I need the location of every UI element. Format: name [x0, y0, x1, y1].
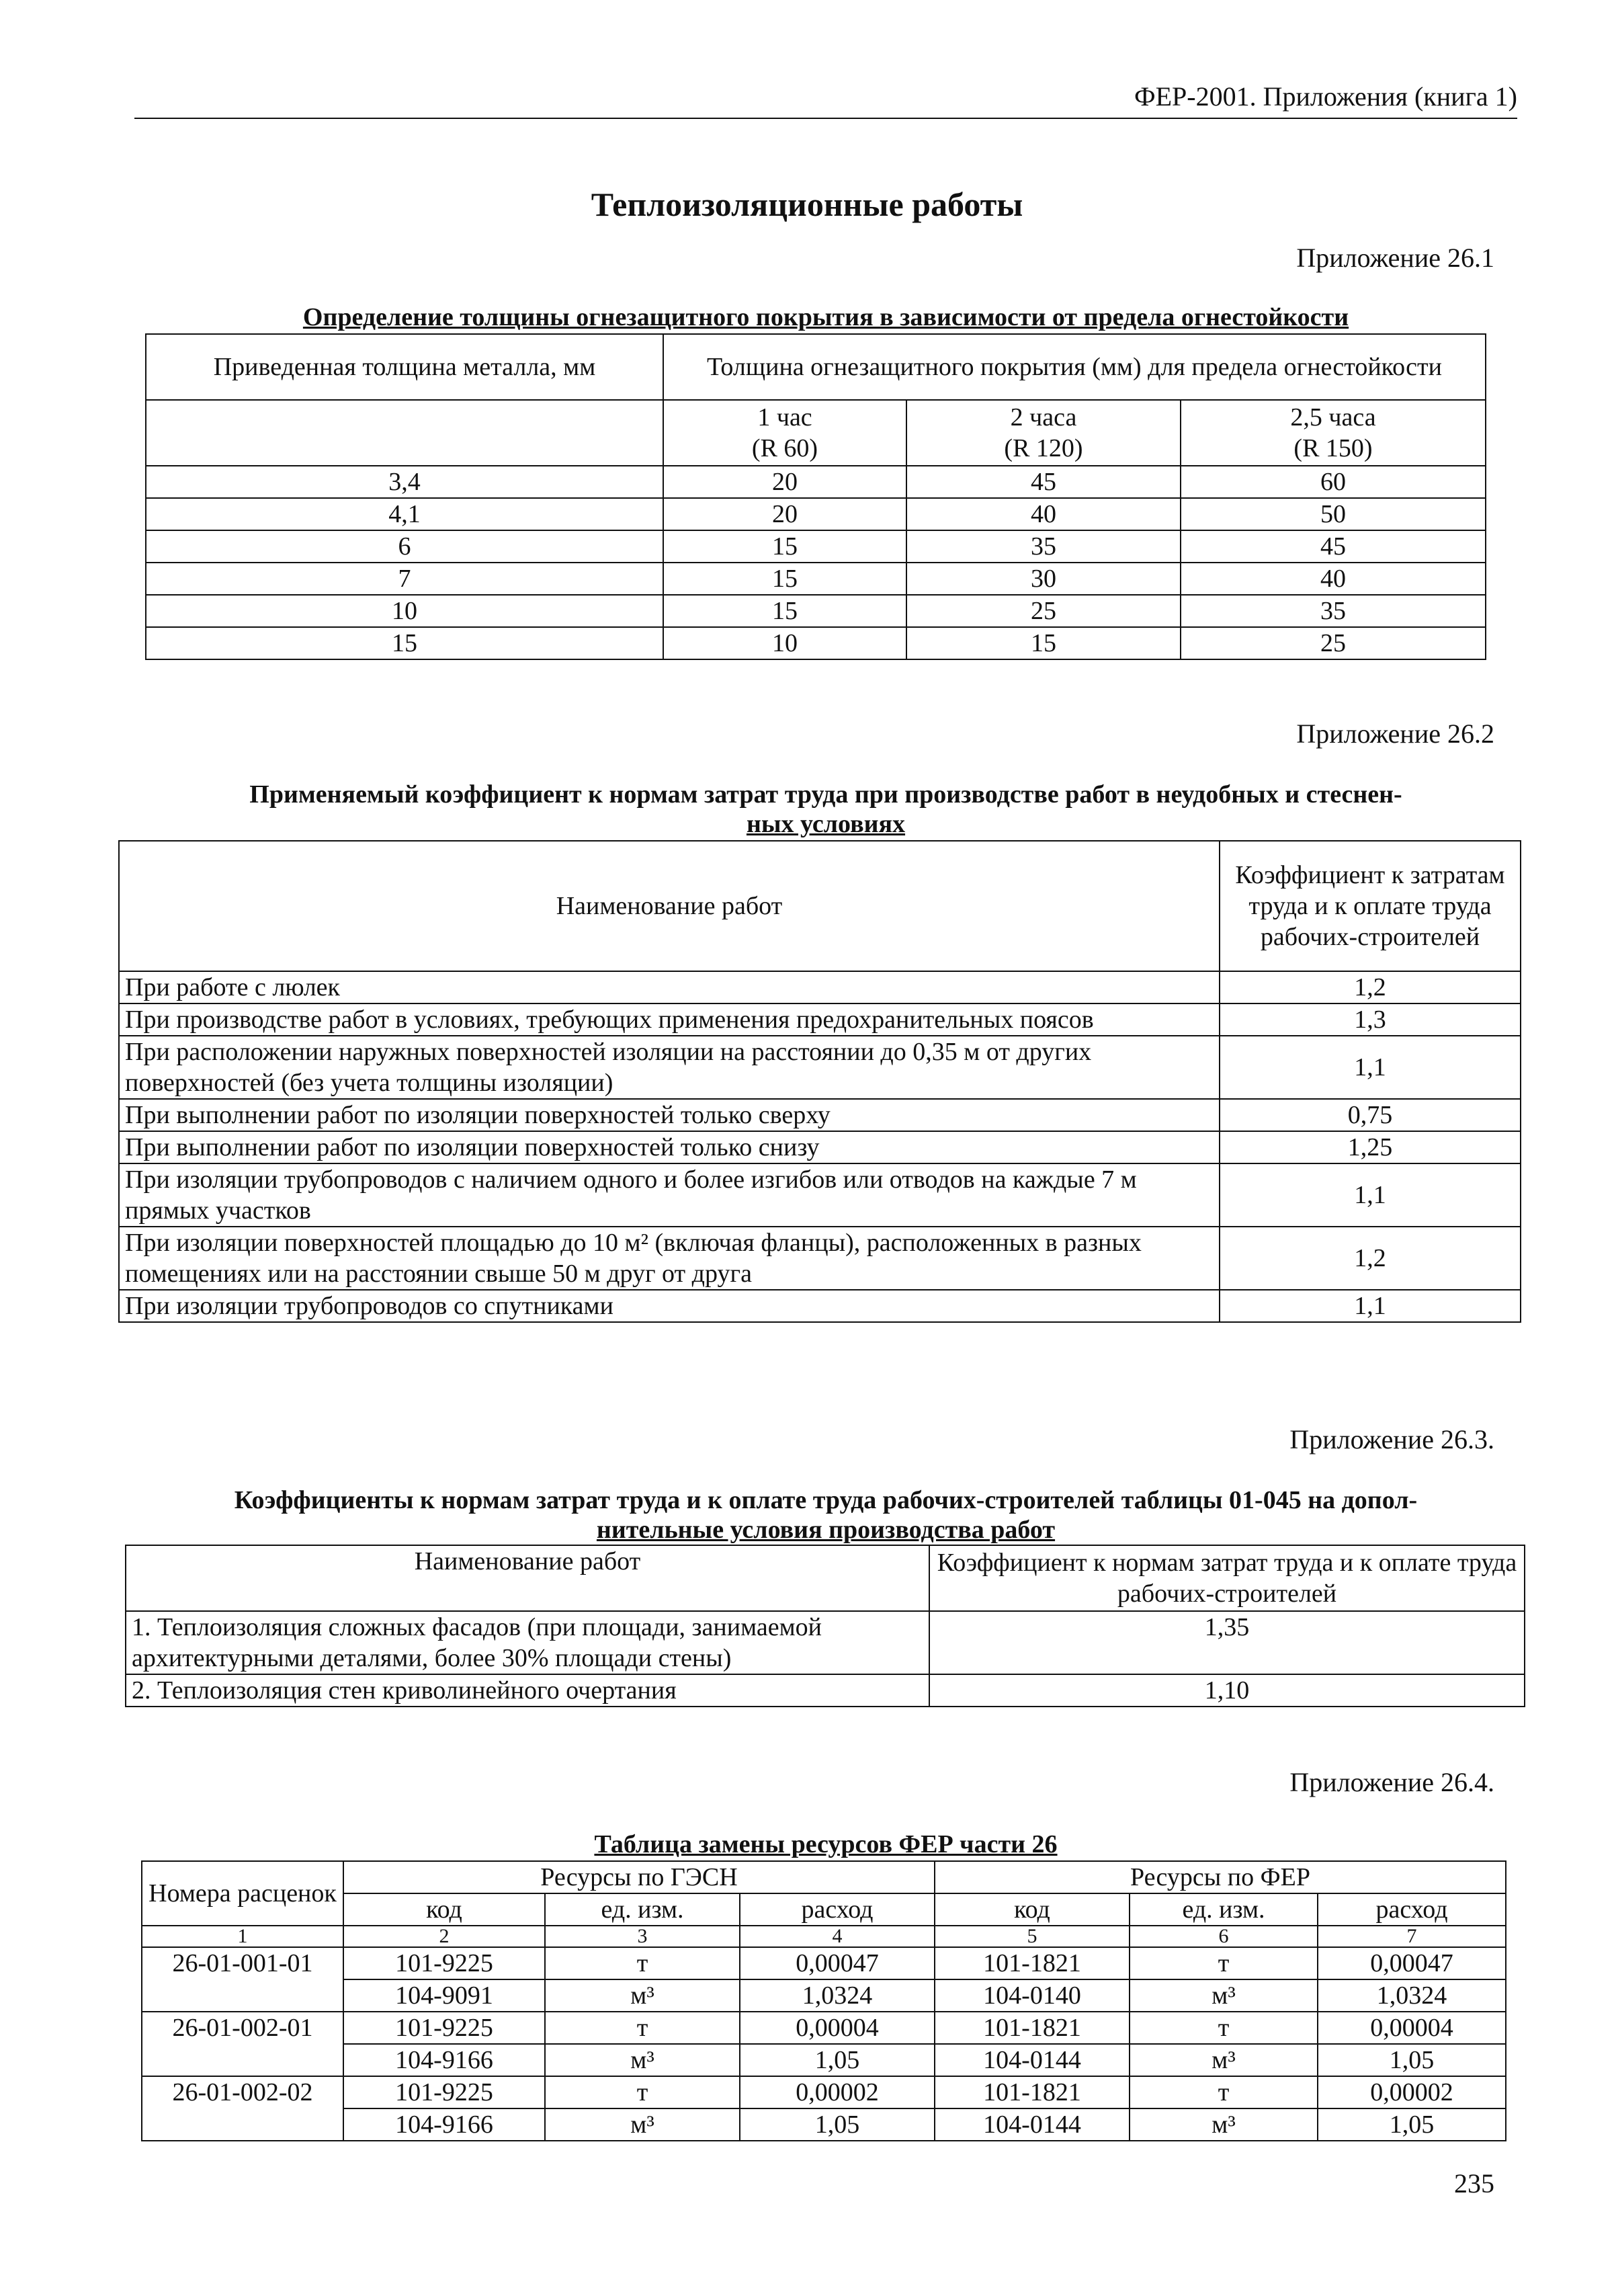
table-cell: 0,00002: [740, 2076, 935, 2108]
table-cell: 40: [906, 498, 1181, 530]
running-header: ФЕР-2001. Приложения (книга 1): [1134, 81, 1517, 112]
col-coefficient: Коэффициент к нормам затрат труда и к оплате труда рабочих-строителей: [929, 1545, 1525, 1611]
rate-number-cell: 26-01-002-01: [142, 2012, 343, 2076]
work-name-cell: При работе с люлек: [119, 971, 1220, 1003]
table-cell: 6: [146, 530, 663, 563]
col-2-5h: 2,5 часа (R 150): [1181, 400, 1486, 466]
col-metal-thickness: Приведенная толщина металла, мм: [146, 334, 663, 400]
table-cell: 50: [1181, 498, 1486, 530]
table-row: [119, 1036, 1521, 1099]
table-cell: 30: [906, 563, 1181, 595]
table-cell: 101-1821: [935, 1947, 1130, 1979]
table-row: [119, 1099, 1521, 1131]
col-fer-code: код: [935, 1893, 1130, 1926]
table-row: [142, 2108, 1506, 2141]
table-row: [142, 2076, 1506, 2108]
work-name-cell: При расположении наружных поверхностей изоляции на расстоянии до 0,35 м от других поверхностей (без учета толщины изоляции): [119, 1036, 1220, 1099]
table-cell: 1,05: [740, 2044, 935, 2076]
table-row: [146, 627, 1486, 659]
table-subheader-row: [146, 400, 1486, 466]
caption-line-2: нительные условия производства работ: [596, 1516, 1056, 1544]
table-cell: 1,05: [1318, 2044, 1506, 2076]
coefficient-cell: 1,2: [1220, 1227, 1521, 1290]
coefficient-cell: 1,1: [1220, 1036, 1521, 1099]
caption-line-1: Применяемый коэффициент к нормам затрат труда при производстве работ в неудобных и стеснен-: [249, 780, 1402, 809]
table-cell: 15: [663, 563, 906, 595]
table-cell: 35: [1181, 595, 1486, 627]
appendix-26-4-caption: Таблица замены ресурсов ФЕР части 26: [594, 1830, 1058, 1858]
table-header-row: [119, 841, 1521, 971]
table-cell: 104-9091: [343, 1979, 545, 2012]
table-row: [142, 1947, 1506, 1979]
fire-protection-table: [145, 333, 1486, 660]
column-number-cell: 7: [1318, 1926, 1506, 1947]
table-cell: т: [1130, 2012, 1318, 2044]
col-gesn-use: расход: [740, 1893, 935, 1926]
table-subheader-row: [142, 1893, 1506, 1926]
table-cell: 104-0140: [935, 1979, 1130, 2012]
column-number-cell: 6: [1130, 1926, 1318, 1947]
table-cell: 15: [663, 595, 906, 627]
appendix-26-3-caption: [134, 1485, 1517, 1545]
appendix-26-4-label: Приложение 26.4.: [1289, 1767, 1494, 1797]
col-coefficient: Коэффициент к затратам труда и к оплате труда рабочих-строителей: [1220, 841, 1521, 971]
table-cell: 1,0324: [740, 1979, 935, 2012]
table-cell: м³: [545, 1979, 740, 2012]
page-title: Теплоизоляционные работы: [591, 186, 1023, 223]
table-cell: м³: [1130, 2108, 1318, 2141]
col-coating-thickness: Толщина огнезащитного покрытия (мм) для предела огнестойкости: [663, 334, 1486, 400]
table-cell: 60: [1181, 466, 1486, 498]
column-number-cell: 4: [740, 1926, 935, 1947]
table-cell: 15: [663, 530, 906, 563]
table-header-row: [142, 1861, 1506, 1893]
work-name-cell: 2. Теплоизоляция стен криволинейного очертания: [126, 1674, 929, 1707]
table-cell: 1,05: [740, 2108, 935, 2141]
work-name-cell: При изоляции трубопроводов с наличием одного и более изгибов или отводов на каждые 7 м прямых участков: [119, 1163, 1220, 1227]
work-name-cell: При изоляции трубопроводов со спутниками: [119, 1290, 1220, 1322]
table-cell: 20: [663, 466, 906, 498]
table-cell: 25: [1181, 627, 1486, 659]
table-row: [142, 1979, 1506, 2012]
table-cell: 104-0144: [935, 2108, 1130, 2141]
table-cell: м³: [545, 2044, 740, 2076]
labor-coefficient-table: [118, 840, 1521, 1323]
table-row: [142, 2044, 1506, 2076]
table-cell: 101-9225: [343, 1947, 545, 1979]
work-name-cell: При изоляции поверхностей площадью до 10 м² (включая фланцы), расположенных в разных помещениях или на расстоянии свыше 50 м друг от друга: [119, 1227, 1220, 1290]
table-cell: 104-0144: [935, 2044, 1130, 2076]
page-number: 235: [1454, 2168, 1494, 2199]
table-cell: 101-1821: [935, 2012, 1130, 2044]
table-row: [119, 1290, 1521, 1322]
table-cell: 0,00002: [1318, 2076, 1506, 2108]
work-name-cell: При выполнении работ по изоляции поверхностей только снизу: [119, 1131, 1220, 1163]
table-cell: м³: [1130, 2044, 1318, 2076]
table-cell: 101-1821: [935, 2076, 1130, 2108]
table-cell: 104-9166: [343, 2108, 545, 2141]
column-number-cell: 3: [545, 1926, 740, 1947]
table-header-row: [146, 334, 1486, 400]
col-fer-use: расход: [1318, 1893, 1506, 1926]
header-rule: [134, 118, 1517, 119]
table-row: [119, 1227, 1521, 1290]
table-cell: 35: [906, 530, 1181, 563]
column-number-row: [142, 1926, 1506, 1947]
table-cell: 0,00047: [740, 1947, 935, 1979]
table-cell: 104-9166: [343, 2044, 545, 2076]
empty-cell: [146, 400, 663, 466]
table-cell: 3,4: [146, 466, 663, 498]
coefficient-cell: 1,1: [1220, 1163, 1521, 1227]
table-row: [126, 1611, 1525, 1674]
table-row: [119, 1131, 1521, 1163]
work-name-cell: При производстве работ в условиях, требующих применения предохранительных поясов: [119, 1003, 1220, 1036]
col-gesn-code: код: [343, 1893, 545, 1926]
coefficient-cell: 1,1: [1220, 1290, 1521, 1322]
table-cell: 1,0324: [1318, 1979, 1506, 2012]
col-2h: 2 часа (R 120): [906, 400, 1181, 466]
table-header-row: [126, 1545, 1525, 1611]
column-number-cell: 5: [935, 1926, 1130, 1947]
table-cell: 45: [1181, 530, 1486, 563]
table-cell: 4,1: [146, 498, 663, 530]
appendix-26-3-label: Приложение 26.3.: [1289, 1424, 1494, 1454]
work-name-cell: 1. Теплоизоляция сложных фасадов (при площади, занимаемой архитектурными деталями, более 30% площади стены): [126, 1611, 929, 1674]
table-row: [146, 530, 1486, 563]
additional-conditions-table: [125, 1545, 1525, 1707]
table-cell: т: [545, 2076, 740, 2108]
coefficient-cell: 1,2: [1220, 971, 1521, 1003]
table-cell: 101-9225: [343, 2076, 545, 2108]
col-fer-resources: Ресурсы по ФЕР: [935, 1861, 1506, 1893]
table-cell: т: [1130, 1947, 1318, 1979]
table-cell: 10: [663, 627, 906, 659]
table-cell: 40: [1181, 563, 1486, 595]
rate-number-cell: 26-01-002-02: [142, 2076, 343, 2141]
column-number-cell: 1: [142, 1926, 343, 1947]
table-row: [146, 466, 1486, 498]
table-row: [119, 971, 1521, 1003]
table-cell: т: [545, 1947, 740, 1979]
col-fer-unit: ед. изм.: [1130, 1893, 1318, 1926]
table-row: [142, 2012, 1506, 2044]
coefficient-cell: 0,75: [1220, 1099, 1521, 1131]
rate-number-cell: 26-01-001-01: [142, 1947, 343, 2012]
table-cell: 0,00004: [740, 2012, 935, 2044]
table-cell: 25: [906, 595, 1181, 627]
col-gesn-resources: Ресурсы по ГЭСН: [343, 1861, 935, 1893]
appendix-26-2-caption: [134, 780, 1517, 839]
col-1h: 1 час (R 60): [663, 400, 906, 466]
table-cell: 15: [906, 627, 1181, 659]
table-row: [146, 595, 1486, 627]
table-row: [126, 1674, 1525, 1707]
coefficient-cell: 1,3: [1220, 1003, 1521, 1036]
table-cell: м³: [1130, 1979, 1318, 2012]
table-cell: 0,00047: [1318, 1947, 1506, 1979]
table-cell: 15: [146, 627, 663, 659]
work-name-cell: При выполнении работ по изоляции поверхностей только сверху: [119, 1099, 1220, 1131]
table-row: [146, 563, 1486, 595]
table-row: [146, 498, 1486, 530]
col-gesn-unit: ед. изм.: [545, 1893, 740, 1926]
table-cell: 20: [663, 498, 906, 530]
col-rate-numbers: Номера расценок: [142, 1861, 343, 1926]
col-work-name: Наименование работ: [119, 841, 1220, 971]
table-cell: 1,05: [1318, 2108, 1506, 2141]
col-work-name: Наименование работ: [126, 1545, 929, 1611]
table-row: [119, 1163, 1521, 1227]
caption-line-1: Коэффициенты к нормам затрат труда и к оплате труда рабочих-строителей таблицы 01-045 на допол-: [234, 1486, 1418, 1514]
resource-replacement-table: [141, 1860, 1506, 2141]
appendix-26-1-caption: Определение толщины огнезащитного покрытия в зависимости от предела огнестойкости: [302, 303, 1349, 331]
coefficient-cell: 1,25: [1220, 1131, 1521, 1163]
table-cell: 45: [906, 466, 1181, 498]
table-cell: 7: [146, 563, 663, 595]
appendix-26-1-label: Приложение 26.1: [1296, 243, 1494, 273]
table-cell: 10: [146, 595, 663, 627]
coefficient-cell: 1,35: [929, 1611, 1525, 1674]
caption-line-2: ных условиях: [746, 810, 906, 838]
table-cell: 101-9225: [343, 2012, 545, 2044]
coefficient-cell: 1,10: [929, 1674, 1525, 1707]
table-cell: т: [1130, 2076, 1318, 2108]
table-cell: 0,00004: [1318, 2012, 1506, 2044]
table-cell: м³: [545, 2108, 740, 2141]
column-number-cell: 2: [343, 1926, 545, 1947]
table-cell: т: [545, 2012, 740, 2044]
appendix-26-2-label: Приложение 26.2: [1296, 719, 1494, 749]
table-row: [119, 1003, 1521, 1036]
